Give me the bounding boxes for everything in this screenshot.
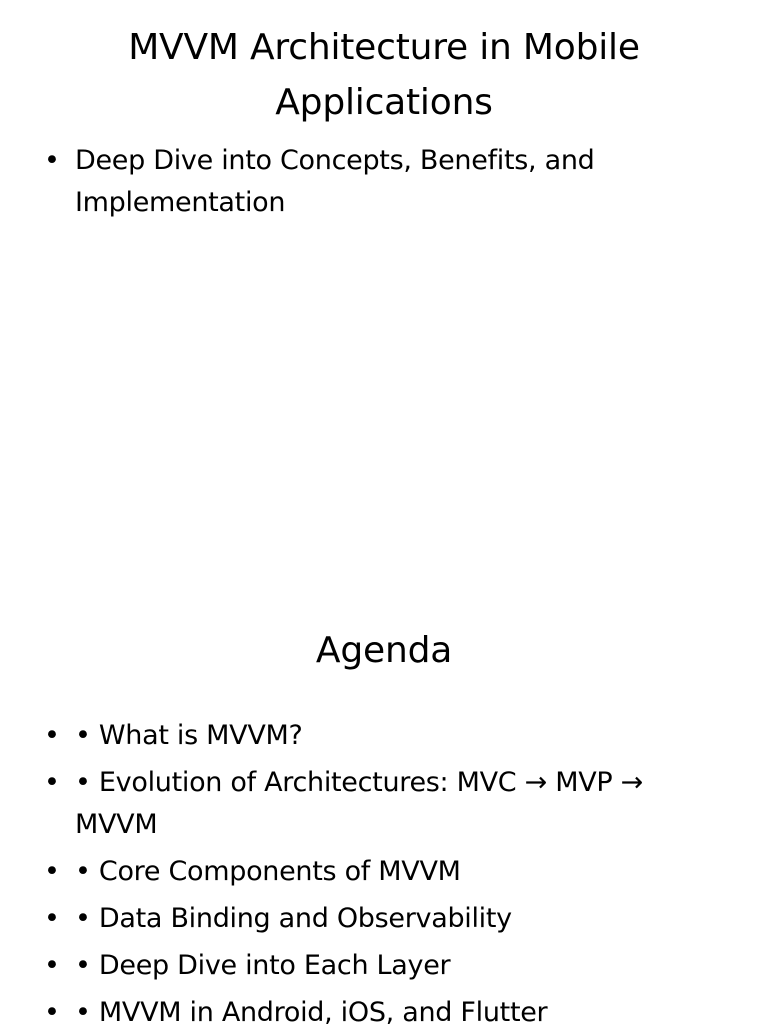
slide-title: Agenda	[315, 630, 453, 671]
agenda-item-text: • MVVM in Android, iOS, and Flutter	[75, 997, 548, 1024]
bullet-text: Deep Dive into Concepts, Benefits, and Implementation	[75, 145, 595, 218]
agenda-item	[40, 945, 728, 987]
agenda-item-text: • What is MVVM?	[75, 720, 303, 751]
agenda-item-text: • Data Binding and Observability	[75, 903, 512, 934]
agenda-item-text: • Deep Dive into Each Layer	[75, 950, 451, 981]
bullet-icon: •	[44, 950, 60, 981]
bullet-icon: •	[44, 720, 60, 751]
agenda-list	[40, 715, 728, 1024]
slide-agenda	[0, 576, 768, 1024]
slide-title: MVVM Architecture in Mobile Applications	[128, 27, 640, 123]
bullet-icon: •	[44, 145, 60, 176]
agenda-item-text: • Core Components of MVVM	[75, 856, 461, 887]
agenda-item-text: • Evolution of Architectures: MVC → MVP → MVVM	[75, 767, 643, 840]
bullet-icon: •	[44, 856, 60, 887]
bullet-icon: •	[44, 997, 60, 1024]
bullet-icon: •	[44, 767, 60, 798]
agenda-item	[40, 851, 728, 893]
agenda-item	[40, 992, 728, 1024]
agenda-item	[40, 715, 728, 757]
bullet-item	[40, 140, 728, 224]
agenda-item	[40, 762, 728, 846]
bullet-list	[40, 140, 728, 229]
agenda-item	[40, 898, 728, 940]
bullet-icon: •	[44, 903, 60, 934]
